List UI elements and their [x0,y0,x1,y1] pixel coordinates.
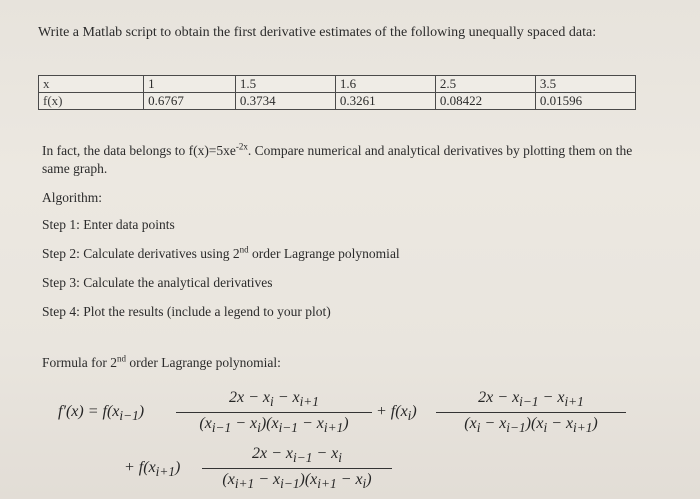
formula-text: (x [222,471,235,489]
formula-title [42,354,642,372]
formula-sub: i+1 [234,476,255,492]
table-cell: 0.01596 [535,93,635,110]
fact-text-after: . Compare numerical and analytical derivatives by plotting them on the same graph. [42,143,633,176]
formula-sub: i−1 [278,420,298,436]
fraction-2-denominator [436,415,626,436]
table-cell: 1 [144,76,236,93]
formula-text: − x [480,415,507,433]
ordinal-sup: nd [117,353,126,364]
formula-text: − x [547,415,574,433]
fraction-3-numerator [202,445,392,466]
formula-text: 2x − x [478,389,520,406]
formula-text: − x [297,415,324,433]
formula-text: )(x [525,415,544,433]
formula-sub: i [338,450,342,466]
formula-text: + f(x [124,459,156,476]
fraction-1-numerator [176,389,372,410]
table-row-x [39,76,636,93]
formula-term-2 [376,403,417,424]
formula-title-text: Formula for 2 [42,355,117,370]
fraction-1 [176,389,372,436]
formula-text: ) [592,415,598,433]
table-cell: 3.5 [535,76,635,93]
formula-term-3 [124,459,180,480]
formula-lhs [58,403,144,424]
formula-sub: i+1 [299,394,319,410]
step-text: order Lagrange polynomial [248,246,400,261]
formula-text: − x [538,389,565,406]
step-text: Calculate the analytical derivatives [79,275,273,290]
table-cell: 0.3734 [235,93,335,110]
formula-text: ) [175,459,181,476]
formula-text: ) [411,403,417,420]
formula-text: ) [343,415,349,433]
formula-text: 2x − x [252,445,293,462]
formula-text: − x [336,471,363,489]
formula-text: ) [138,403,145,420]
table-cell: x [39,76,144,93]
fraction-2-numerator [436,389,626,410]
formula-sub: i−1 [293,450,313,466]
formula-sub: i+1 [155,464,176,480]
step-label: Step 3: [42,275,80,290]
step-text: Plot the results (include a legend to your plot) [79,304,331,319]
table-cell: 0.6767 [144,93,236,110]
formula-text: )(x [299,471,318,489]
fraction-3-denominator [202,471,392,492]
table-cell: 0.3261 [335,93,435,110]
formula-text: f′(x) = f(x [58,403,120,420]
step-1 [42,216,642,234]
problem-statement: Write a Matlab script to obtain the first derivative estimates of the following unequally spaced data: [38,25,597,40]
table-cell: 1.6 [335,76,435,93]
step-text: Enter data points [79,217,175,232]
formula-text: − x [254,471,281,489]
formula-title-text: order Lagrange polynomial: [126,355,281,370]
step-label: Step 4: [42,304,80,319]
formula-text: (x [199,415,212,433]
fact-text-before: In fact, the data belongs to f(x)=5xe [42,143,236,158]
formula-sub: i [257,420,261,436]
fact-exponent: -2x [235,141,248,152]
algorithm-heading: Algorithm: [42,190,102,205]
formula-text: + f(x [376,403,408,420]
formula-sub: i−1 [519,394,539,410]
table-cell: f(x) [39,93,144,110]
table-cell: 0.08422 [435,93,535,110]
formula-sub: i [362,476,367,492]
formula-sub: i [407,408,412,424]
formula-sub: i+1 [573,420,593,436]
formula-sub: i+1 [564,394,584,410]
formula-text: 2x − x [229,389,270,406]
step-2 [42,245,642,263]
formula-text: (x [464,415,477,433]
formula-sub: i−1 [506,420,526,436]
formula-sub: i [476,420,481,436]
formula-text: )(x [260,415,279,433]
formula-text: − x [273,389,300,406]
table-row-fx [39,93,636,110]
formula-sub: i−1 [211,420,232,436]
formula-sub: i−1 [280,476,300,492]
formula-sub: i+1 [317,476,337,492]
formula-sub: i+1 [323,420,344,436]
step-3 [42,274,642,292]
table-cell: 1.5 [235,76,335,93]
data-table [38,75,636,110]
step-4 [42,303,642,321]
formula-sub: i−1 [119,408,139,424]
step-text: Calculate derivatives using 2 [79,246,240,261]
fraction-bar [436,412,626,413]
formula-sub: i [270,394,274,410]
lagrange-formula [42,385,662,495]
formula-text: − x [312,445,339,462]
fact-paragraph [42,142,642,178]
fraction-bar [176,412,372,413]
formula-sub: i [543,420,548,436]
fraction-bar [202,468,392,469]
step-label: Step 2: [42,246,80,261]
table-cell: 2.5 [435,76,535,93]
fraction-3 [202,445,392,492]
formula-text: ) [366,471,372,489]
fraction-2 [436,389,626,436]
step-label: Step 1: [42,217,80,232]
ordinal-sup: nd [239,244,249,255]
fraction-1-denominator [176,415,372,436]
formula-text: − x [231,415,258,433]
